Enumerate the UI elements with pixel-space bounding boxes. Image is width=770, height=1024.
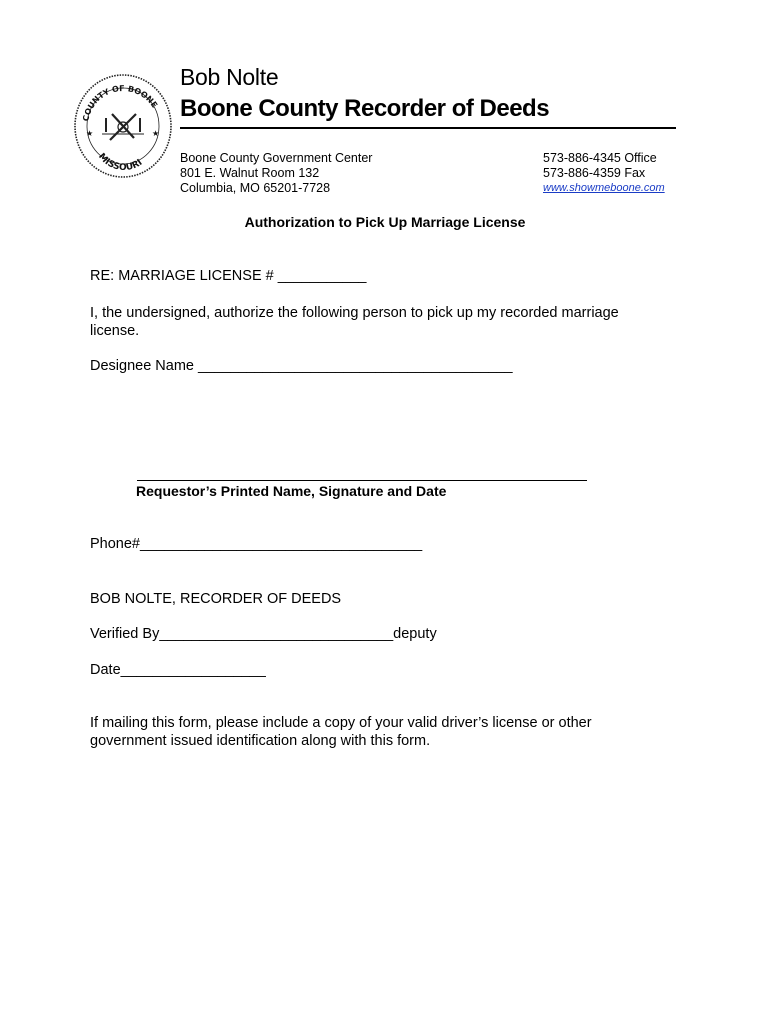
phone-field[interactable]: Phone#___________________________________ <box>90 536 423 552</box>
svg-text:COUNTY OF BOONE <box>81 84 159 122</box>
website-link[interactable]: www.showmeboone.com <box>543 182 665 194</box>
fax-number: 573-886-4359 Fax <box>543 166 646 180</box>
address-line: Columbia, MO 65201-7728 <box>180 181 331 195</box>
date-field[interactable]: Date__________________ <box>90 662 266 678</box>
designee-name-field[interactable]: Designee Name _______________________________________ <box>90 358 513 374</box>
authorization-text: license. <box>90 323 140 339</box>
address-line: Boone County Government Center <box>180 151 373 165</box>
license-number-field[interactable]: RE: MARRIAGE LICENSE # ___________ <box>90 268 367 284</box>
office-contact <box>543 151 665 196</box>
svg-text:MISSOURI <box>96 152 144 173</box>
mailing-note-text: government issued identification along with this form. <box>90 733 431 749</box>
seal-arc-bottom-text: MISSOURI <box>96 151 145 174</box>
mailing-note-text: If mailing this form, please include a copy of your valid driver’s license or other <box>90 715 592 731</box>
signature-line[interactable] <box>137 480 587 481</box>
recorder-name: Bob Nolte <box>180 64 279 90</box>
form-title: Authorization to Pick Up Marriage License <box>244 214 526 230</box>
mailing-note <box>90 714 592 750</box>
authorization-text: I, the undersigned, authorize the following person to pick up my recorded marriage <box>90 305 619 321</box>
office-phone: 573-886-4345 Office <box>543 151 657 165</box>
signature-caption: Requestor’s Printed Name, Signature and Date <box>136 483 447 499</box>
office-title: Boone County Recorder of Deeds <box>180 95 550 122</box>
svg-text:★: ★ <box>86 129 94 138</box>
county-seal-icon <box>72 70 172 180</box>
seal-arc-top-text: COUNTY OF BOONE <box>81 83 160 123</box>
header-divider <box>180 127 676 129</box>
verified-by-field[interactable]: Verified By_____________________________deputy <box>90 626 437 642</box>
address-line: 801 E. Walnut Room 132 <box>180 166 320 180</box>
recorder-heading: BOB NOLTE, RECORDER OF DEEDS <box>90 591 342 607</box>
office-address <box>180 151 372 196</box>
svg-text:★: ★ <box>152 129 160 138</box>
authorization-statement <box>90 304 619 340</box>
